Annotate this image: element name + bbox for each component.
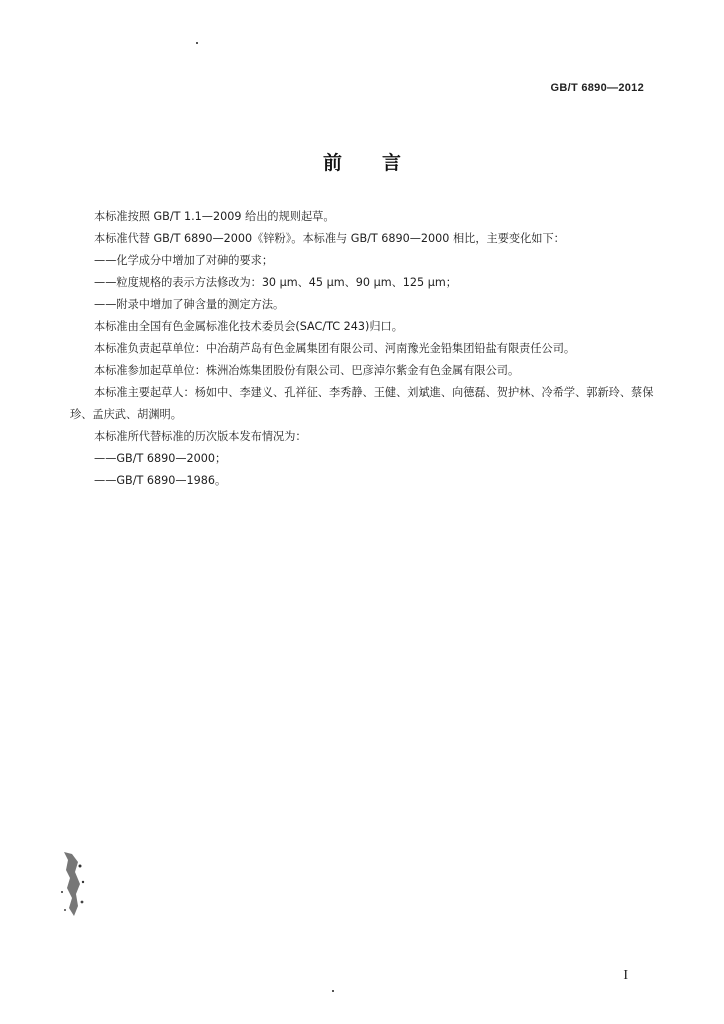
list-item-version-1986: ——GB/T 6890—1986。: [94, 474, 227, 487]
list-item-appendix-method: ——附录中增加了砷含量的测定方法。: [94, 298, 285, 311]
list-item-arsenic-requirement: ——化学成分中增加了对砷的要求；: [94, 254, 274, 267]
paragraph-responsible-units: 本标准负责起草单位：中冶葫芦岛有色金属集团有限公司、河南豫光金铅集团铅盐有限责任公司。: [94, 342, 576, 355]
scan-smudge: [58, 848, 90, 918]
paragraph-drafting-rules: 本标准按照 GB/T 1.1—2009 给出的规则起草。: [94, 210, 335, 223]
standard-number: GB/T 6890—2012: [550, 82, 644, 94]
paragraph-participating-units: 本标准参加起草单位：株洲冶炼集团股份有限公司、巴彦淖尔紫金有色金属有限公司。: [94, 364, 520, 377]
list-item-particle-size: ——粒度规格的表示方法修改为：30 μm、45 μm、90 μm、125 μm；: [94, 276, 457, 289]
page-title: 前言: [322, 152, 441, 174]
paragraph-drafters: 本标准主要起草人：杨如中、李建义、孔祥征、李秀静、王健、刘斌進、向德磊、贺护林、冷希学、郭新玲、蔡保珍、孟庆武、胡渊明。: [70, 386, 654, 421]
scan-speck: [332, 990, 334, 992]
paragraph-version-history: 本标准所代替标准的历次版本发布情况为：: [94, 430, 307, 443]
list-item-version-2000: ——GB/T 6890—2000；: [94, 452, 227, 465]
paragraph-replaces: 本标准代替 GB/T 6890—2000《锌粉》。本标准与 GB/T 6890—2000 相比，主要变化如下：: [94, 232, 565, 245]
scan-speck: [196, 42, 198, 44]
page-number: I: [623, 968, 628, 983]
foreword-body: [70, 206, 660, 492]
paragraph-technical-committee: 本标准由全国有色金属标准化技术委员会(SAC/TC 243)归口。: [94, 320, 403, 333]
